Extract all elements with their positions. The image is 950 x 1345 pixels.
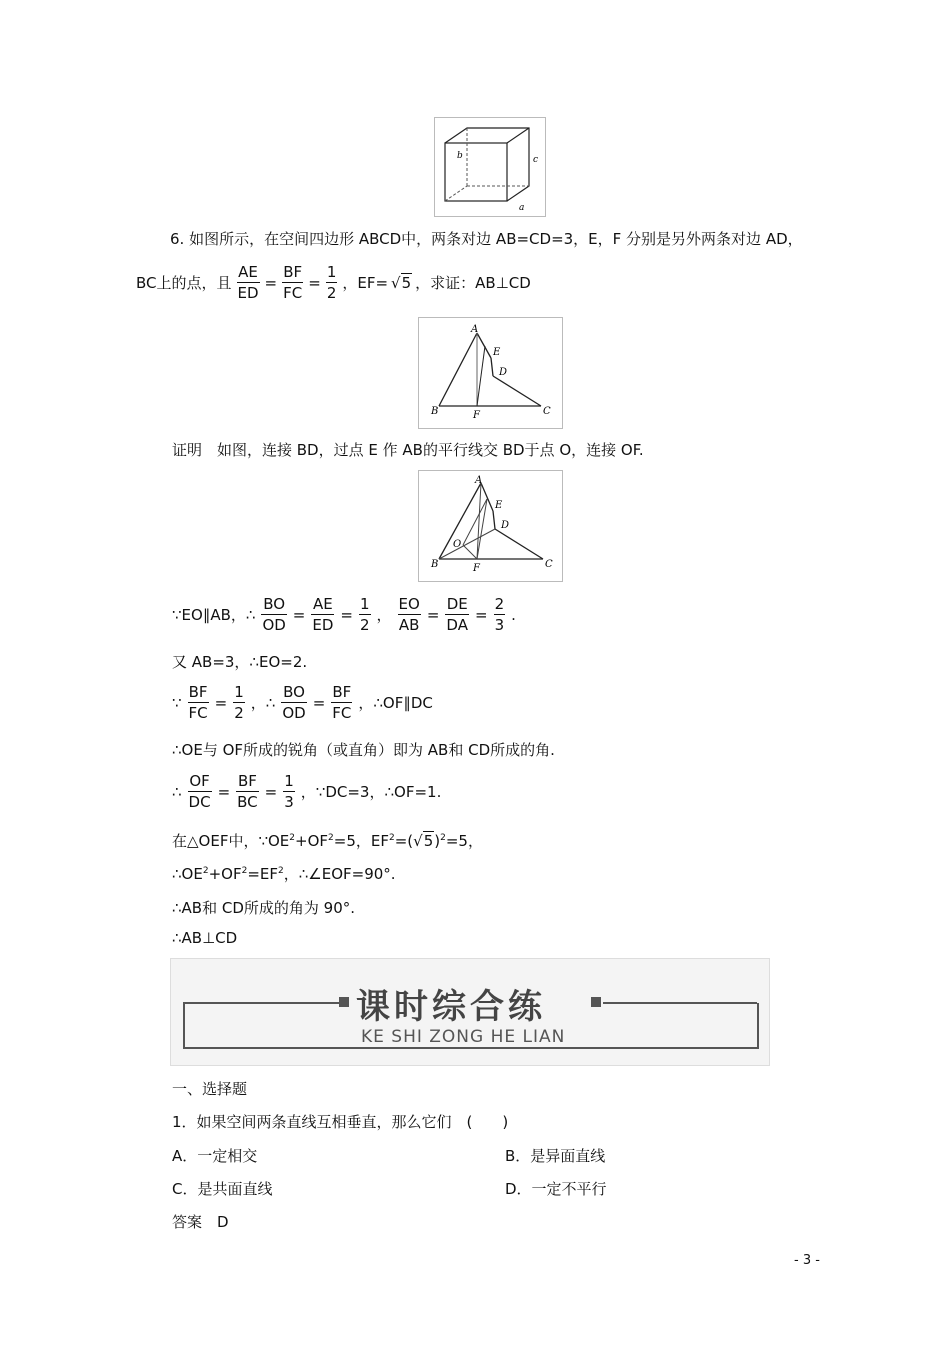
- problem6-ef-label: ，EF=: [342, 274, 389, 292]
- option-a: A．一定相交: [172, 1147, 258, 1165]
- proof-intro: 证明 如图，连接 BD，过点 E 作 AB的平行线交 BD于点 O，连接 OF.: [172, 441, 644, 459]
- banner-rule-left: [183, 1002, 343, 1004]
- fraction-one-half: $\frac{1}{2}$: [359, 595, 370, 634]
- fraction-one-half: $\frac{1}{2}$: [234, 683, 244, 722]
- equals-sign: =: [340, 605, 353, 624]
- period: .: [511, 605, 516, 624]
- tetrahedron-with-o-figure: [418, 470, 563, 582]
- tetrahedron-drawing: [419, 318, 562, 428]
- step7-mid2: =EF: [247, 865, 278, 883]
- cube-label-c: c: [533, 155, 539, 165]
- equals-sign: =: [214, 693, 228, 712]
- tetra2-label-C: C: [545, 559, 553, 570]
- banner-subtitle: KE SHI ZONG HE LIAN: [361, 1027, 566, 1047]
- equals-sign: =: [264, 782, 278, 801]
- problem6-line2: [136, 262, 531, 303]
- step5-pre: ∴: [172, 782, 182, 801]
- fraction-ae-ed: $\frac{AE}{ED}$: [237, 263, 259, 302]
- step7-end: ，∴∠EOF=90°.: [283, 865, 396, 883]
- square-exponent: 2: [328, 833, 334, 843]
- proof-step6: [172, 830, 483, 851]
- fraction-eo-ab: $\frac{EO}{AB}$: [398, 595, 420, 634]
- square-exponent: 2: [202, 866, 209, 876]
- step7-pre: ∴OE: [172, 865, 203, 883]
- proof-step2: 又 AB=3，∴EO=2.: [172, 653, 308, 671]
- proof-step5: [172, 771, 441, 812]
- step3-pre: ∵: [172, 693, 182, 712]
- fraction-de-da: $\frac{DE}{DA}$: [446, 595, 468, 634]
- square-exponent: 2: [388, 833, 395, 843]
- problem6-line2-pre: BC上的点，且: [136, 274, 232, 292]
- step6-end: =5，: [445, 832, 483, 850]
- fraction-bf-fc: $\frac{BF}{FC}$: [332, 683, 352, 722]
- step6-mid3: =(: [394, 832, 414, 850]
- equals-sign: =: [426, 605, 440, 624]
- step6-mid2: =5，EF: [333, 832, 389, 850]
- option-b: B．是异面直线: [505, 1147, 606, 1165]
- step6-mid4: ): [434, 832, 441, 850]
- proof-step1: [172, 594, 516, 635]
- fraction-bf-bc: $\frac{BF}{BC}$: [237, 772, 258, 811]
- tetra1-label-F: F: [473, 410, 480, 421]
- answer: 答案 D: [172, 1213, 229, 1231]
- cube-drawing: [435, 118, 545, 216]
- banner-dot-right: [591, 997, 601, 1007]
- proof-step8: ∴AB和 CD所成的角为 90°.: [172, 899, 356, 917]
- banner-title: 课时综合练: [356, 987, 546, 1027]
- tetra1-label-A: A: [471, 324, 479, 335]
- tetra1-label-B: B: [431, 406, 439, 417]
- step3-end: ，∴OF∥DC: [358, 694, 433, 712]
- equals-sign: =: [312, 693, 326, 712]
- tetra2-label-A: A: [475, 475, 483, 486]
- tetrahedron-figure: [418, 317, 563, 429]
- tetra2-label-O: O: [453, 539, 462, 550]
- section-heading: 一、选择题: [172, 1080, 248, 1098]
- fraction-bo-od: $\frac{BO}{OD}$: [262, 595, 286, 634]
- fraction-one-third: $\frac{1}{3}$: [284, 772, 294, 811]
- tetra1-label-C: C: [543, 406, 551, 417]
- tetrahedron-with-o-drawing: [419, 471, 562, 581]
- tetra2-label-B: B: [431, 559, 439, 570]
- step7-mid1: +OF: [208, 865, 242, 883]
- sqrt-five: √5: [391, 273, 412, 292]
- tetra2-label-D: D: [501, 520, 510, 531]
- page-number: - 3 -: [794, 1253, 820, 1268]
- problem6-prove: ，求证：AB⊥CD: [415, 274, 531, 292]
- step5-end: ，∵DC=3，∴OF=1.: [300, 783, 442, 801]
- option-c: C．是共面直线: [172, 1180, 273, 1198]
- tetra1-label-E: E: [493, 347, 501, 358]
- step1-pre: ∵EO∥AB，∴: [172, 606, 256, 624]
- tetra1-label-D: D: [499, 367, 508, 378]
- step3-therefore: ，∴: [250, 694, 276, 712]
- equals-sign: =: [474, 605, 488, 624]
- equals-sign: =: [308, 273, 321, 292]
- cube-figure: [434, 117, 546, 217]
- fraction-ae-ed: $\frac{AE}{ED}$: [312, 595, 334, 634]
- proof-step9: ∴AB⊥CD: [172, 929, 238, 947]
- proof-step3: [172, 682, 433, 723]
- step6-pre: 在△OEF中，∵OE: [172, 832, 290, 850]
- square-exponent: 2: [278, 866, 284, 876]
- proof-step4: ∴OE与 OF所成的锐角（或直角）即为 AB和 CD所成的角.: [172, 741, 555, 759]
- option-d: D．一定不平行: [505, 1180, 607, 1198]
- equals-sign: =: [264, 273, 278, 292]
- square-exponent: 2: [289, 833, 296, 843]
- sqrt-five: √5: [413, 832, 434, 850]
- square-exponent: 2: [440, 833, 446, 843]
- question-1: 1．如果空间两条直线互相垂直，那么它们 ( ): [172, 1113, 509, 1131]
- equals-sign: =: [292, 605, 306, 624]
- step6-mid1: +OF: [295, 832, 329, 850]
- equals-sign: =: [217, 782, 231, 801]
- proof-step7: [172, 863, 396, 884]
- banner-rule-right: [603, 1002, 757, 1004]
- fraction-bf-fc: $\frac{BF}{FC}$: [188, 683, 208, 722]
- tetra2-label-F: F: [473, 563, 480, 574]
- fraction-bo-od: $\frac{BO}{OD}$: [282, 683, 306, 722]
- square-exponent: 2: [241, 866, 248, 876]
- cube-label-b: b: [457, 151, 463, 161]
- fraction-of-dc: $\frac{OF}{DC}$: [188, 772, 211, 811]
- tetra2-label-E: E: [495, 500, 503, 511]
- problem6-line1: 6. 如图所示，在空间四边形 ABCD中，两条对边 AB=CD=3，E，F 分别是另外两条对边 AD，: [170, 230, 803, 248]
- fraction-bf-fc: $\frac{BF}{FC}$: [283, 263, 303, 302]
- comma: ，: [376, 606, 392, 624]
- cube-label-a: a: [519, 203, 525, 213]
- banner-dot-left: [339, 997, 349, 1007]
- fraction-two-thirds: $\frac{2}{3}$: [494, 595, 505, 634]
- fraction-one-half: $\frac{1}{2}$: [326, 263, 337, 302]
- section-banner: [170, 958, 770, 1066]
